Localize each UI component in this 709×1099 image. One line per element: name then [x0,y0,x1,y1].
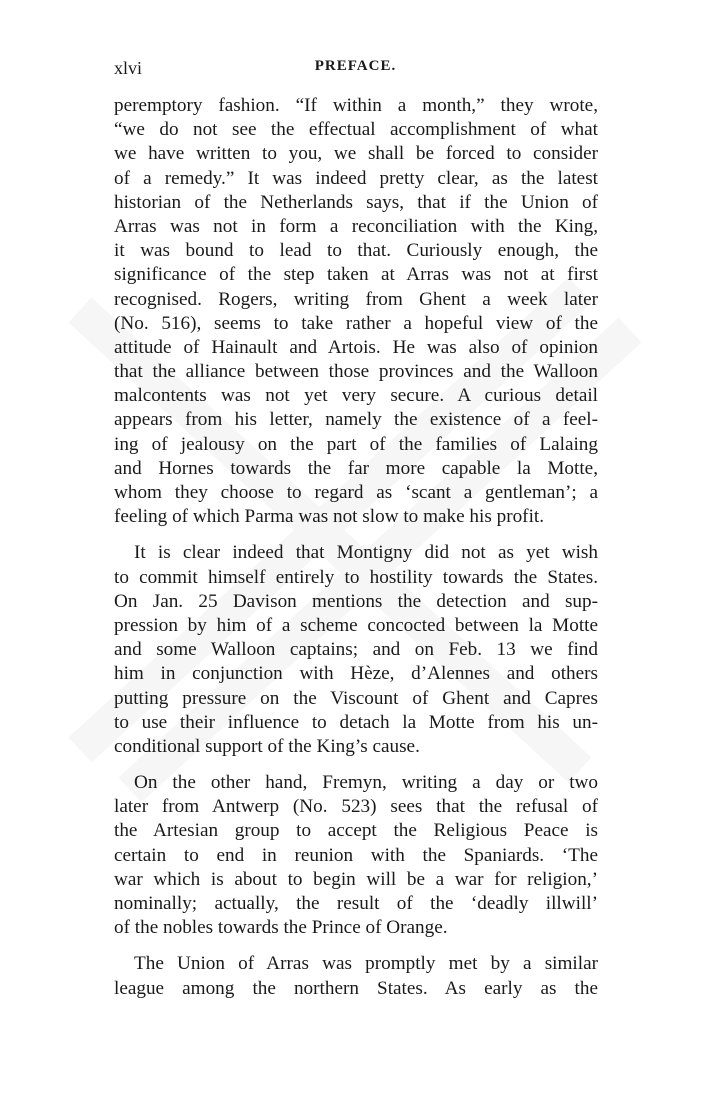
text-line: Arras was not in form a reconciliation with the King, [114,215,598,237]
text-line: certain to end in reunion with the Spaniards. ‘The [114,844,598,866]
text-line: whom they choose to regard as ‘scant a gentleman’; a [114,482,598,503]
text-line: later from Antwerp (No. 523) sees that the refusal of [114,796,598,818]
text-line: the Artesian group to accept the Religious Peace is [114,820,598,842]
paragraph [114,771,598,940]
text-line: On Jan. 25 Davison mentions the detection and sup- [114,590,598,612]
page-number: xlvi [114,58,143,78]
text-line: feeling of which Parma was not slow to make his profit. [114,506,545,528]
running-header [114,58,597,82]
text-line: we have written to you, we shall be forced to consider [114,143,598,165]
text-line: attitude of Hainault and Artois. He was also of opinion [114,336,598,358]
text-line: and some Walloon captains; and on Feb. 13 we find [114,639,598,661]
text-line: to use their influence to detach la Motte from his un- [114,711,598,733]
running-title: PREFACE. [314,58,397,74]
text-line: peremptory fashion. “If within a month,” they wrote, [114,95,598,116]
text-line: ing of jealousy on the part of the families of Lalaing [114,433,598,455]
text-line: and Hornes towards the far more capable la Motte, [114,457,598,479]
text-line: to commit himself entirely to hostility towards the States. [114,566,598,588]
text-line: war which is about to begin will be a war for religion,’ [114,868,598,890]
text-line: of a remedy.” It was indeed pretty clear, as the latest [114,167,598,189]
paragraph [114,952,598,1000]
text-line: It is clear indeed that Montigny did not as yet wish [134,542,598,564]
text-line: him in conjunction with Hèze, d’Alennes and others [114,663,598,685]
text-line: historian of the Netherlands says, that if the Union of [114,191,598,213]
text-line: The Union of Arras was promptly met by a similar [134,953,598,975]
text-line: conditional support of the King’s cause. [114,735,420,757]
text-line: of the nobles towards the Prince of Orange. [114,917,448,939]
text-line: (No. 516), seems to take rather a hopeful view of the [114,312,598,334]
paragraph [114,541,598,759]
text-line: appears from his letter, namely the existence of a feel- [114,409,598,431]
text-line: “we do not see the effectual accomplishment of what [114,119,598,141]
text-line: recognised. Rogers, writing from Ghent a week later [114,288,598,310]
text-line: nominally; actually, the result of the ‘deadly illwill’ [114,893,598,914]
text-line: league among the northern States. As early as the [114,977,598,999]
text-line: significance of the step taken at Arras was not at first [114,264,598,286]
text-line: pression by him of a scheme concocted between la Motte [114,614,598,636]
text-line: that the alliance between those provinces and the Walloon [114,361,598,383]
text-line: malcontents was not yet very secure. A curious detail [114,385,598,407]
text-line: it was bound to lead to that. Curiously enough, the [114,240,598,262]
text-line: On the other hand, Fremyn, writing a day or two [134,772,598,794]
text-line: putting pressure on the Viscount of Ghent and Capres [114,687,598,709]
body-text [114,94,598,1013]
paragraph [114,94,598,529]
